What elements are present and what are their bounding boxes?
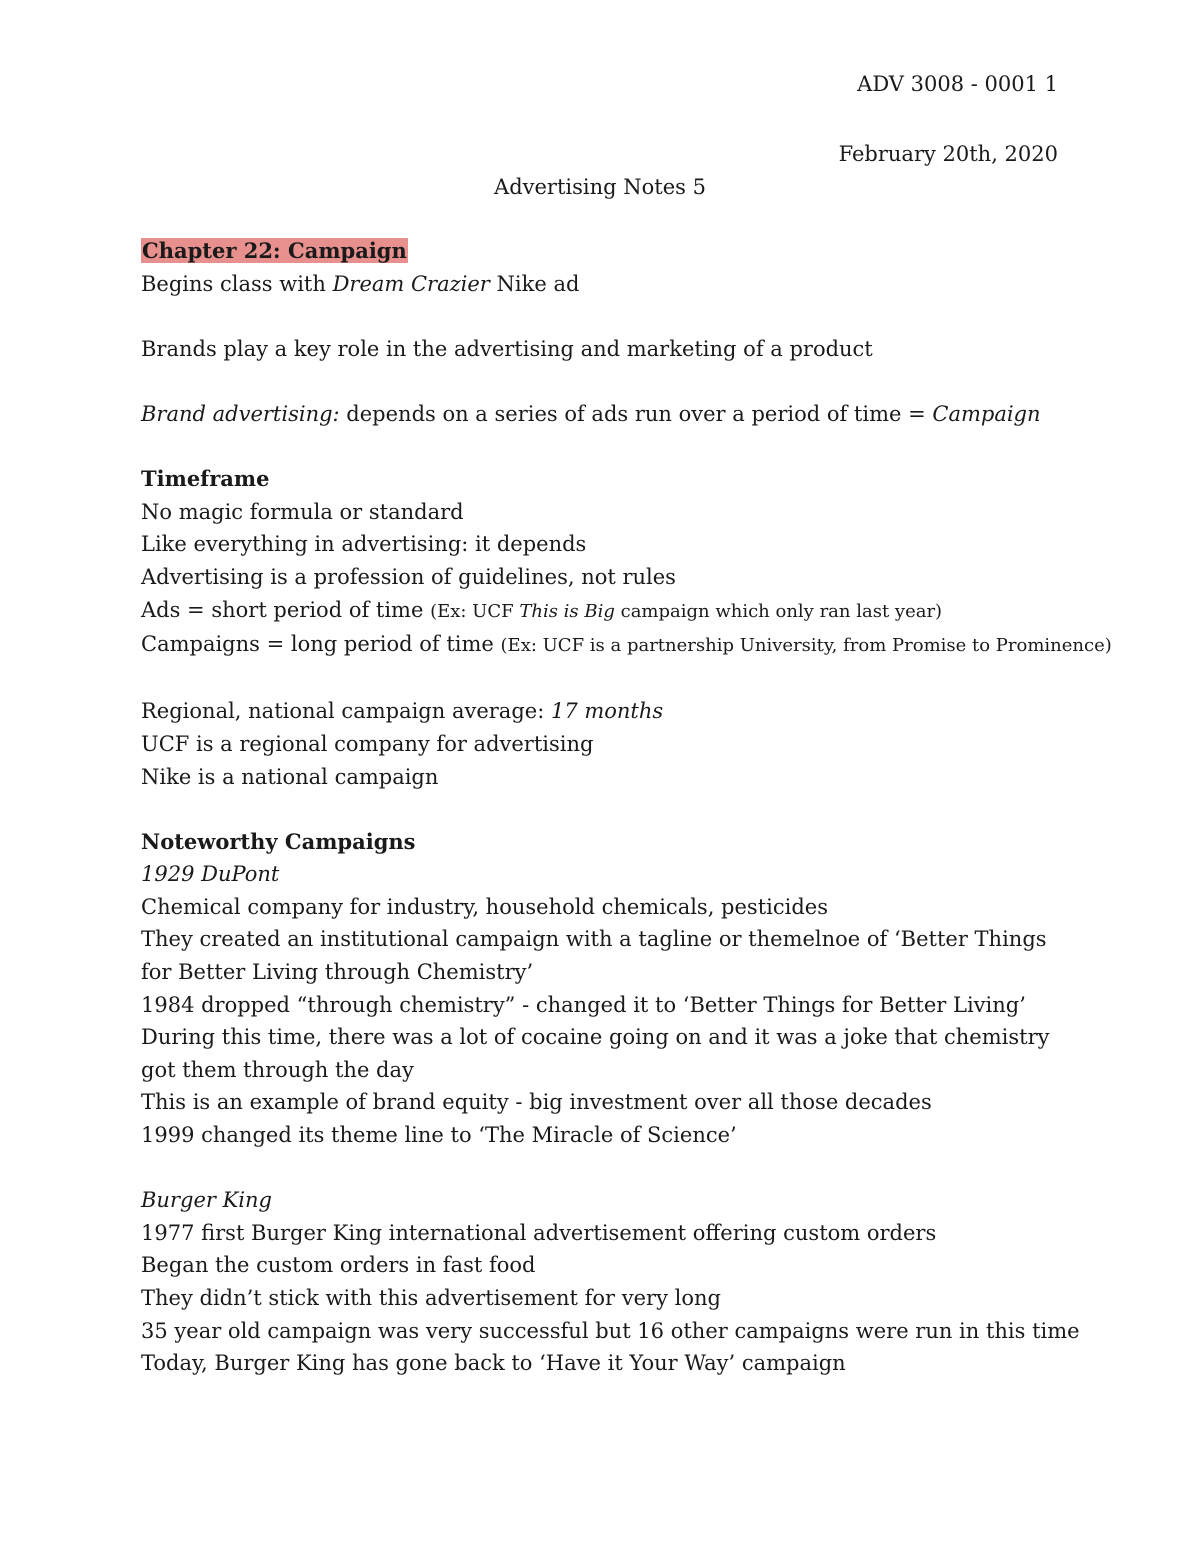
intro-prefix: Begins class with (141, 271, 333, 296)
chapter-heading-line (141, 235, 1061, 268)
timeframe-line: Like everything in advertising: it depends (141, 532, 587, 557)
ads-line (141, 594, 1061, 629)
dupont-line: This is an example of brand equity - big investment over all those decades (141, 1090, 932, 1115)
campaigns-line (141, 628, 1112, 663)
spacer (141, 365, 1061, 398)
document-title: Advertising Notes 5 (494, 175, 706, 199)
spacer (141, 1152, 1061, 1185)
burger-king-line: 1977 first Burger King international advertisement offering custom orders (141, 1220, 937, 1245)
ucf-line: UCF is a regional company for advertising (141, 731, 594, 756)
regional-line (141, 695, 1061, 728)
ads-note-prefix: (Ex: UCF (430, 600, 520, 622)
campaigns-main: Campaigns = long period of time (141, 632, 501, 657)
dupont-line: During this time, there was a lot of cocaine going on and it was a joke that chemistry got them through the day (141, 1025, 1050, 1082)
date-line: February 20th, 2020 (838, 142, 1058, 166)
burger-king-subheading: Burger King (141, 1188, 272, 1213)
brand-adv-def: depends on a series of ads run over a period of time = (339, 401, 933, 426)
brands-line: Brands play a key role in the advertising and marketing of a product (141, 336, 873, 361)
spacer (141, 663, 1061, 696)
dupont-line: They created an institutional campaign with a tagline or themelnoe of ‘Better Things for Better Living through Chemistry’ (141, 927, 1047, 985)
document-body (141, 235, 1112, 1380)
noteworthy-heading: Noteworthy Campaigns (141, 828, 416, 854)
campaigns-note: (Ex: UCF is a partnership University, from Promise to Prominence) (500, 635, 1112, 657)
spacer (141, 431, 1061, 464)
dupont-line: 1984 dropped “through chemistry” - changed it to ‘Better Things for Better Living’ (141, 992, 1026, 1017)
dupont-line: 1999 changed its theme line to ‘The Miracle of Science’ (141, 1123, 737, 1148)
spacer (141, 793, 1061, 826)
intro-line (141, 268, 1061, 301)
brand-adv-result: Campaign (932, 401, 1041, 426)
burger-king-line: 35 year old campaign was very successful but 16 other campaigns were run in this time (141, 1318, 1080, 1343)
nike-line: Nike is a national campaign (141, 764, 439, 789)
burger-king-line: They didn’t stick with this advertisement for very long (141, 1286, 721, 1310)
brand-adv-term: Brand advertising: (141, 401, 340, 426)
spacer (141, 300, 1061, 333)
regional-value: 17 months (550, 699, 664, 724)
burger-king-line: Today, Burger King has gone back to ‘Have it Your Way’ campaign (141, 1351, 846, 1376)
ads-note-suffix: campaign which only ran last year) (614, 600, 943, 622)
dupont-line: Chemical company for industry, household chemicals, pesticides (141, 894, 828, 919)
course-header: ADV 3008 - 0001 1 (857, 72, 1058, 96)
timeframe-line: No magic formula or standard (141, 499, 464, 524)
ads-note (430, 601, 942, 622)
brand-advertising-line (141, 398, 1061, 431)
ads-note-italic: This is Big (519, 600, 615, 622)
regional-prefix: Regional, national campaign average: (141, 699, 551, 724)
timeframe-line: Advertising is a profession of guidelines, not rules (141, 564, 676, 589)
ads-main: Ads = short period of time (141, 597, 431, 622)
intro-ad-name: Dream Crazier (332, 271, 490, 296)
intro-suffix: Nike ad (489, 271, 580, 296)
burger-king-line: Began the custom orders in fast food (141, 1253, 536, 1278)
dupont-subheading: 1929 DuPont (141, 862, 280, 887)
timeframe-heading: Timeframe (141, 466, 270, 492)
chapter-heading: Chapter 22: Campaign (142, 238, 407, 263)
